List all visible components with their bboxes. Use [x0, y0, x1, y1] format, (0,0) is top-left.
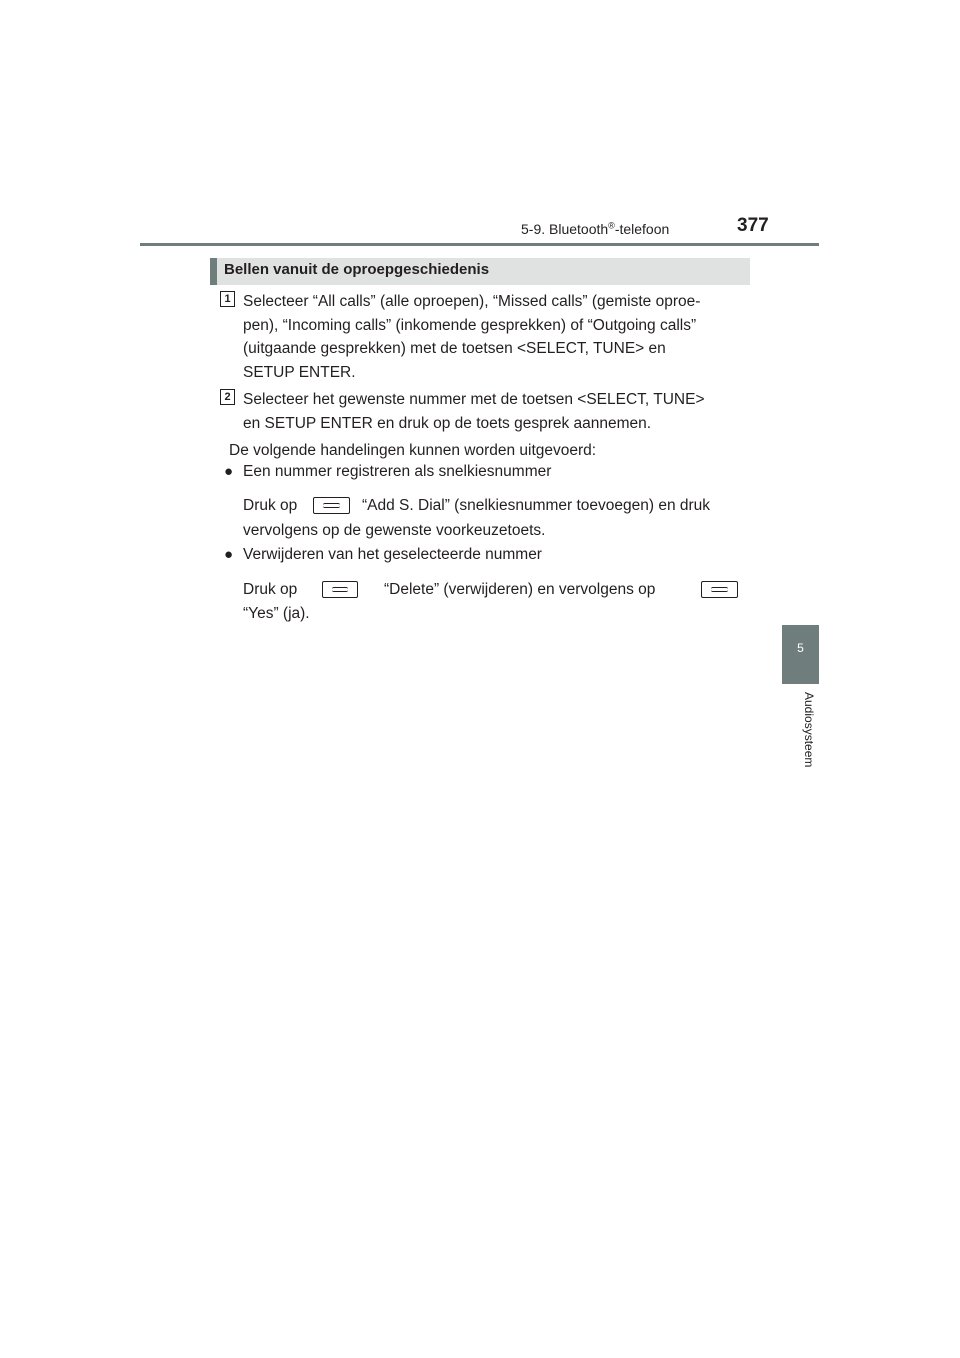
registered-trademark-mark: ® [608, 220, 615, 231]
operation-2-title: Verwijderen van het geselecteerde nummer [243, 546, 542, 563]
operations-intro: De volgende handelingen kunnen worden uitgevoerd: [229, 442, 597, 459]
operation-1-title: Een nummer registreren als snelkiesnummer [243, 463, 552, 480]
operation-1-line-2: vervolgens op de gewenste voorkeuzetoets. [243, 522, 546, 539]
soft-key-button-icon [701, 581, 738, 598]
step-2-line-1: Selecteer het gewenste nummer met de toetsen <SELECT, TUNE> [243, 391, 705, 408]
chapter-label: Audiosysteem [802, 692, 816, 768]
section-suffix: -telefoon [614, 221, 670, 237]
section-title: Bellen vanuit de oproepgeschiedenis [224, 261, 490, 278]
header-divider [140, 243, 819, 246]
step-1-badge: 1 [220, 291, 235, 307]
step-1-line-3: (uitgaande gesprekken) met de toetsen <SELECT, TUNE> en [243, 340, 666, 357]
step-2-badge: 2 [220, 389, 235, 405]
page-number: 377 [737, 215, 769, 236]
step-2-line-2: en SETUP ENTER en druk op de toets gesprek aannemen. [243, 414, 652, 432]
step-1-line-2: pen), “Incoming calls” (inkomende gesprekken) of “Outgoing calls” [243, 316, 697, 334]
operation-1-press-rest: “Add S. Dial” (snelkiesnummer toevoegen) en druk [362, 497, 711, 514]
operation-2-line-2: “Yes” (ja). [243, 605, 310, 622]
section-prefix: 5-9. Bluetooth [521, 221, 609, 237]
step-1-line-4: SETUP ENTER. [243, 363, 356, 381]
step-1-line-1: Selecteer “All calls” (alle oproepen), “Missed calls” (gemiste oproe- [243, 293, 701, 310]
bullet-icon: ● [224, 463, 234, 480]
operation-2-press-prefix: Druk op [243, 581, 298, 598]
operation-2-press-rest: “Delete” (verwijderen) en vervolgens op [384, 581, 656, 598]
soft-key-button-icon [313, 497, 350, 514]
soft-key-button-icon [322, 581, 358, 598]
running-header-section [521, 221, 669, 237]
operation-1-press-prefix: Druk op [243, 497, 298, 514]
chapter-tab: 5 [782, 625, 819, 684]
section-heading [210, 258, 750, 285]
bullet-icon: ● [224, 546, 234, 563]
